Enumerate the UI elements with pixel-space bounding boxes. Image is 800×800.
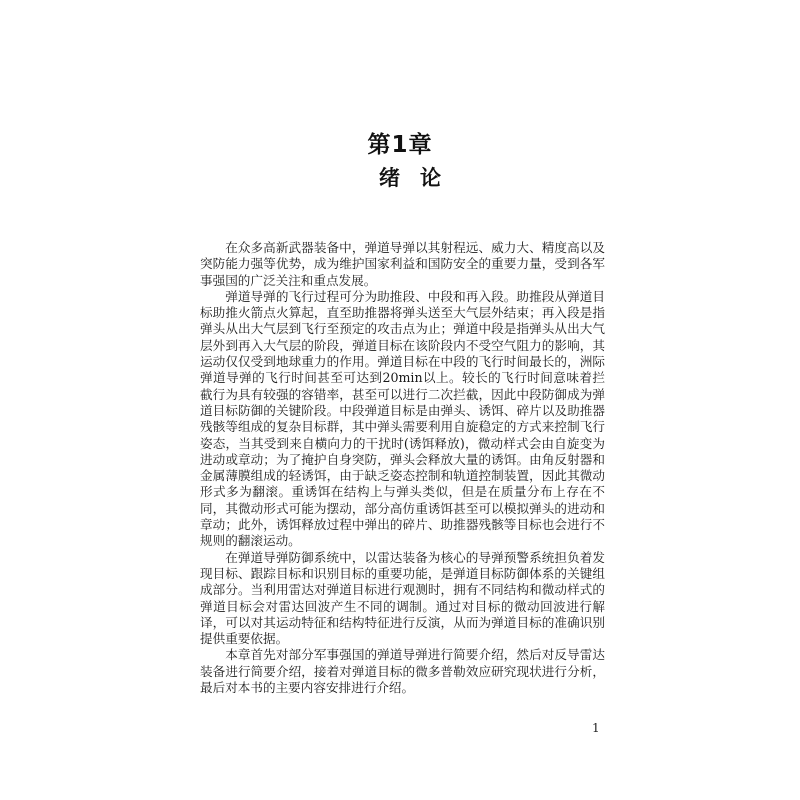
paragraph: 在众多高新武器装备中，弹道导弹以其射程远、威力大、精度高以及突防能力强等优势，成为维护国家利益和国防安全的重要力量，受到各军事强国的广泛关注和重点发展。 — [200, 240, 605, 288]
chapter-title: 绪论 — [379, 166, 461, 190]
chapter-number: 第1章 — [367, 132, 433, 158]
paragraph: 在弹道导弹防御系统中，以雷达装备为核心的导弹预警系统担负着发现目标、跟踪目标和识别目标的重要功能，是弹道目标防御体系的关键组成部分。当利用雷达对弹道目标进行观测时，拥有不同结构和微动样式的弹道目标会对雷达回波产生不同的调制。通过对目标的微动回波进行解译，可以对其运动特征和结构特征进行反演，从而为弹道目标的准确识别提供重要依据。 — [200, 549, 605, 647]
paragraph: 本章首先对部分军事强国的弹道导弹进行简要介绍，然后对反导雷达装备进行简要介绍，接着对弹道目标的微多普勒效应研究现状进行分析，最后对本书的主要内容安排进行介绍。 — [200, 647, 605, 696]
page-number: 1 — [592, 721, 600, 735]
chapter-body — [200, 240, 605, 696]
paragraph: 弹道导弹的飞行过程可分为助推段、中段和再入段。助推段从弹道目标助推火箭点火算起，直至助推器将弹头送至大气层外结束；再入段是指弹头从出大气层到飞行至预定的攻击点为止；弹道中段是指弹头从出大气层外到再入大气层的阶段，弹道目标在该阶段内不受空气阻力的影响，其运动仅仅受到地球重力的作用。弹道目标在中段的飞行时间最长的，洲际弹道导弹的飞行时间甚至可达到20min以上。较长的飞行时间意味着拦截行为具有较强的容错率，甚至可以进行二次拦截，因此中段防御成为弹道目标防御的关键阶段。中段弹道目标是由弹头、诱饵、碎片以及助推器残骸等组成的复杂目标群，其中弹头需要利用自旋稳定的方式来控制飞行姿态，当其受到来自横向力的干扰时(诱饵释放)，微动样式会由自旋变为进动或章动；为了掩护自身突防，弹头会释放大量的诱饵。由角反射器和金属薄膜组成的轻诱饵，由于缺乏姿态控制和轨道控制装置，因此其微动形式多为翻滚。重诱饵在结构上与弹头类似，但是在质量分布上存在不同，其微动形式可能为摆动，部分高仿重诱饵甚至可以模拟弹头的进动和章动；此外，诱饵释放过程中弹出的碎片、助推器残骸等目标也会进行不规则的翻滚运动。 — [200, 288, 605, 549]
